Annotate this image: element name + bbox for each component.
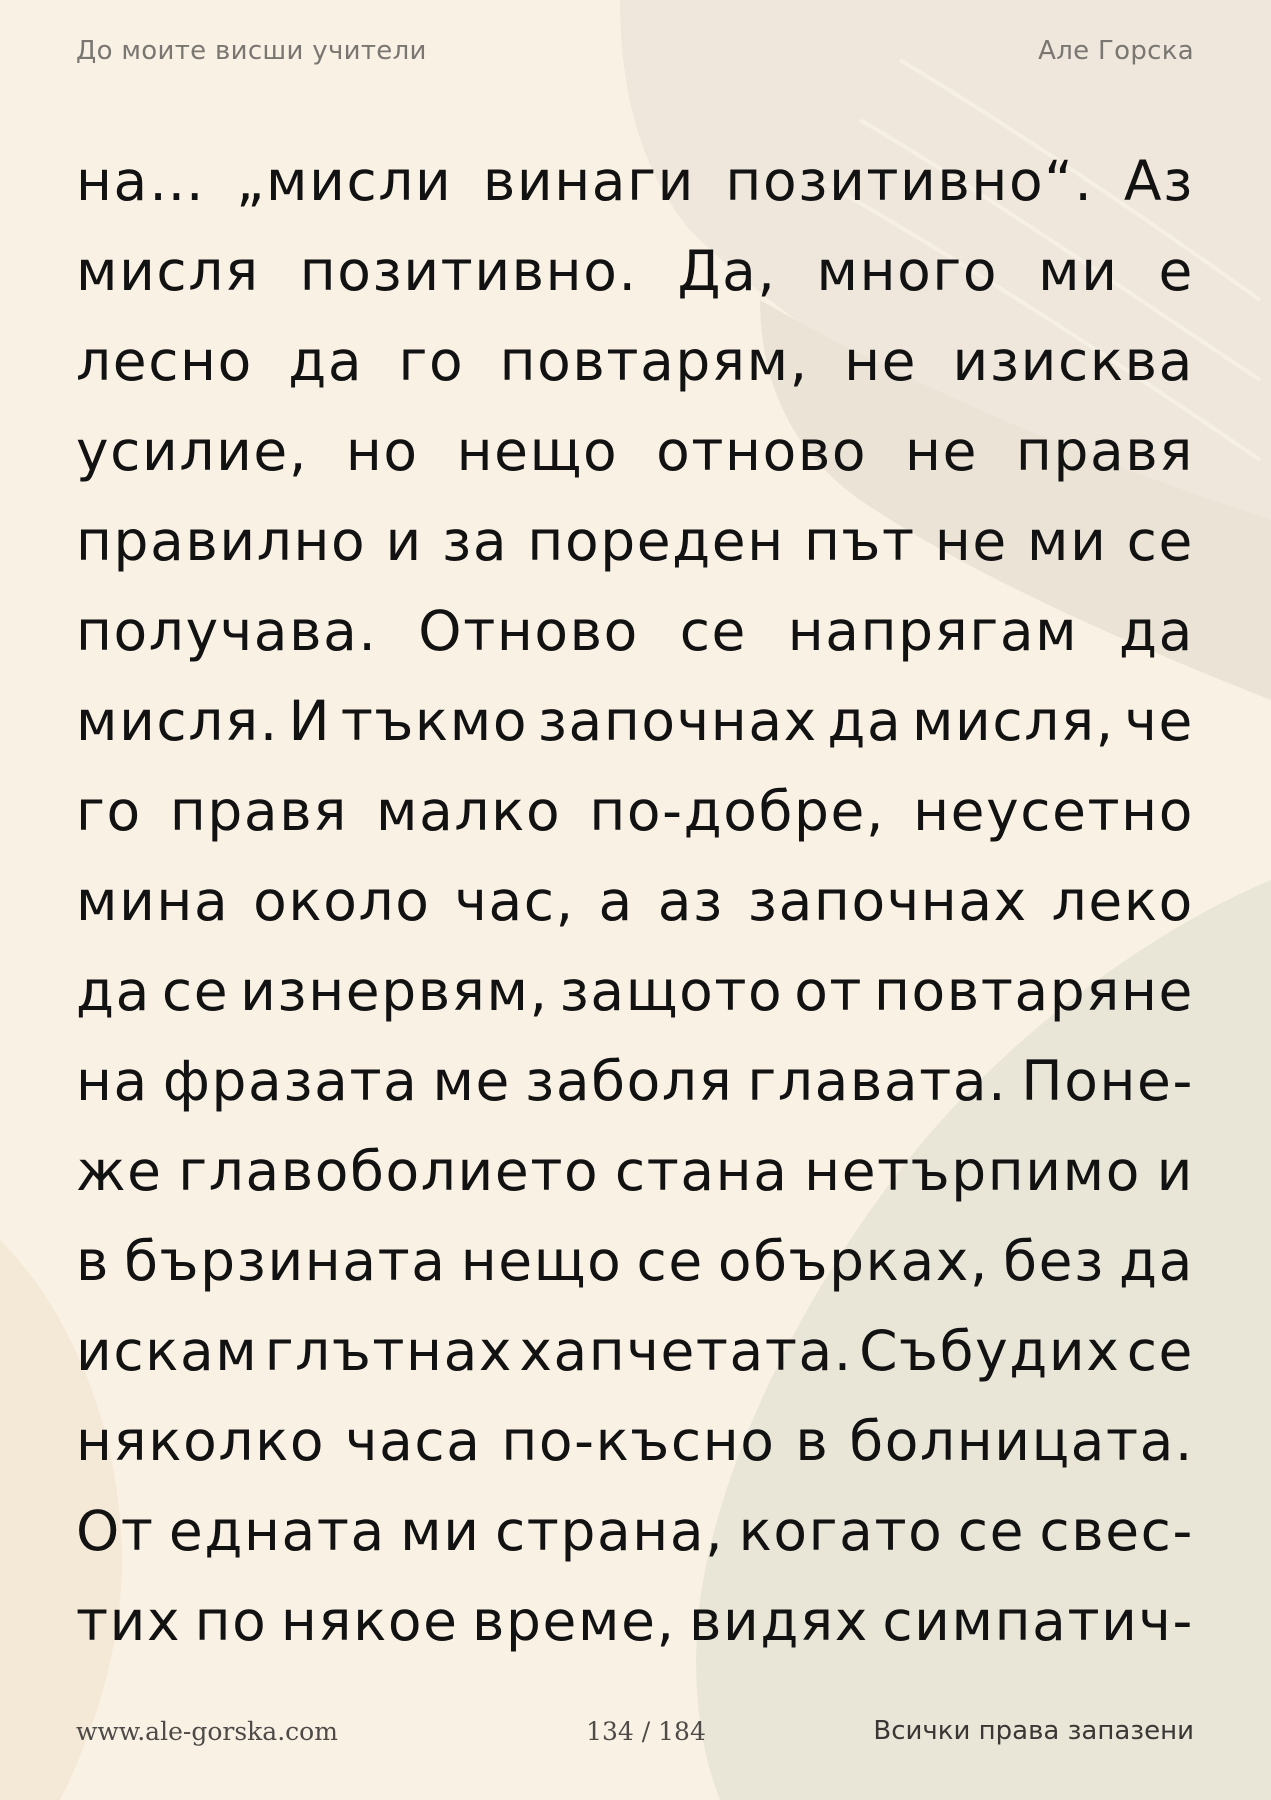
text-word: на… <box>76 149 206 213</box>
text-word: главоболието <box>178 1139 600 1203</box>
text-word: глътнах <box>264 1319 514 1383</box>
text-line <box>76 1486 1194 1576</box>
text-word: около <box>253 869 431 933</box>
text-line <box>76 496 1194 586</box>
text-line <box>76 226 1194 316</box>
text-word: часа <box>344 1409 482 1473</box>
text-word: правя <box>1015 419 1194 483</box>
text-word: когато <box>738 1499 944 1563</box>
text-word: хапчетата. <box>519 1319 853 1383</box>
text-word: нещо <box>460 1229 623 1293</box>
text-word: изисква <box>952 329 1194 393</box>
text-line <box>76 1036 1194 1126</box>
text-line <box>76 1216 1194 1306</box>
text-word: да <box>827 689 903 753</box>
text-word: по-добре, <box>589 779 886 843</box>
text-word: леко <box>1051 869 1194 933</box>
text-line <box>76 1126 1194 1216</box>
text-word: фразата <box>162 1049 419 1113</box>
body-text <box>76 136 1194 1666</box>
text-word: нетърпимо <box>804 1139 1141 1203</box>
book-title: До моите висши учители <box>76 36 427 66</box>
text-word: време, <box>472 1589 676 1653</box>
text-word: изнервям, <box>240 959 549 1023</box>
text-word: ми <box>1038 239 1119 303</box>
text-word: защото <box>559 959 784 1023</box>
text-word: объркаx, <box>717 1229 989 1293</box>
text-word: за <box>442 509 509 573</box>
text-word: тъкмо <box>340 689 529 753</box>
website-link[interactable]: www.ale-gorska.com <box>76 1717 338 1746</box>
text-word: по <box>194 1589 268 1653</box>
text-word: час, <box>454 869 575 933</box>
text-line <box>76 766 1194 856</box>
text-word: малко <box>376 779 562 843</box>
text-word: видях <box>689 1589 869 1653</box>
text-word: а <box>598 869 634 933</box>
text-word: правя <box>169 779 348 843</box>
text-line <box>76 1396 1194 1486</box>
text-word: Поне- <box>1021 1049 1194 1113</box>
text-word: тих <box>76 1589 182 1653</box>
text-word: Събудих <box>859 1319 1121 1383</box>
text-line <box>76 136 1194 226</box>
text-word: да <box>1119 1229 1194 1293</box>
text-word: позитивно“. <box>725 149 1094 213</box>
page-number: 134 / 184 <box>586 1717 706 1746</box>
text-line <box>76 676 1194 766</box>
text-word: искам <box>76 1319 259 1383</box>
text-word: пореден <box>527 509 785 573</box>
author-name: Але Горска <box>1038 36 1194 66</box>
text-line <box>76 586 1194 676</box>
text-word: много <box>816 239 999 303</box>
text-word: И <box>288 689 332 753</box>
text-word: се <box>1126 509 1194 573</box>
text-word: да <box>1119 599 1194 663</box>
text-word: го <box>76 779 142 843</box>
text-word: се <box>1126 1319 1194 1383</box>
text-word: на <box>76 1049 149 1113</box>
text-word: От <box>76 1499 155 1563</box>
text-word: в <box>795 1409 830 1473</box>
text-word: Да, <box>677 239 777 303</box>
text-word: нещо <box>456 419 619 483</box>
text-word: от <box>794 959 864 1023</box>
text-word: бързината <box>124 1229 447 1293</box>
text-word: се <box>679 599 747 663</box>
text-word: ми <box>1027 509 1108 573</box>
text-word: позитивно. <box>299 239 638 303</box>
text-word: заболя <box>524 1049 734 1113</box>
text-word: се <box>161 959 230 1023</box>
text-word: ме <box>432 1049 511 1113</box>
text-line <box>76 946 1194 1036</box>
text-line <box>76 316 1194 406</box>
text-word: по-късно <box>501 1409 776 1473</box>
text-word: ми <box>400 1499 481 1563</box>
text-word: неусетно <box>913 779 1194 843</box>
text-word: мина <box>76 869 230 933</box>
text-word: е <box>1158 239 1194 303</box>
text-word: без <box>1003 1229 1105 1293</box>
text-word: болницата. <box>849 1409 1194 1473</box>
text-word: „мисли <box>235 149 453 213</box>
text-word: правилно <box>76 509 367 573</box>
copyright-notice: Всички права запазени <box>873 1716 1194 1746</box>
text-word: да <box>288 329 364 393</box>
text-line <box>76 1576 1194 1666</box>
text-word: страна, <box>494 1499 725 1563</box>
text-word: в <box>76 1229 111 1293</box>
text-word: се <box>636 1229 704 1293</box>
text-word: го <box>398 329 465 393</box>
text-line <box>76 406 1194 496</box>
text-word: не <box>934 509 1008 573</box>
text-word: мисля. <box>76 689 279 753</box>
text-word: няколко <box>76 1409 326 1473</box>
text-word: някое <box>280 1589 459 1653</box>
text-line <box>76 1306 1194 1396</box>
text-word: и <box>385 509 423 573</box>
text-word: же <box>76 1139 163 1203</box>
text-word: започнах <box>537 689 818 753</box>
text-word: едната <box>168 1499 386 1563</box>
text-word: получава. <box>76 599 378 663</box>
text-word: мисля, <box>911 689 1115 753</box>
text-word: лесно <box>76 329 253 393</box>
text-line <box>76 856 1194 946</box>
text-word: път <box>803 509 916 573</box>
text-word: напрягам <box>787 599 1079 663</box>
text-word: симпатич- <box>882 1589 1194 1653</box>
text-word: аз <box>657 869 724 933</box>
text-word: отново <box>656 419 868 483</box>
text-word: усилие, <box>76 419 308 483</box>
text-word: мисля <box>76 239 260 303</box>
text-word: се <box>957 1499 1026 1563</box>
text-word: Аз <box>1123 149 1194 213</box>
text-word: повтарям, <box>499 329 809 393</box>
text-word: главата. <box>747 1049 1008 1113</box>
text-word: започнах <box>747 869 1028 933</box>
text-word: винаги <box>482 149 695 213</box>
text-word: не <box>844 329 918 393</box>
text-word: но <box>345 419 419 483</box>
text-word: Отново <box>418 599 639 663</box>
text-word: повтаряне <box>874 959 1194 1023</box>
text-word: стана <box>614 1139 789 1203</box>
text-word: да <box>76 959 151 1023</box>
text-word: не <box>905 419 979 483</box>
text-word: свес- <box>1039 1499 1194 1563</box>
text-word: че <box>1124 689 1194 753</box>
text-word: и <box>1156 1139 1194 1203</box>
